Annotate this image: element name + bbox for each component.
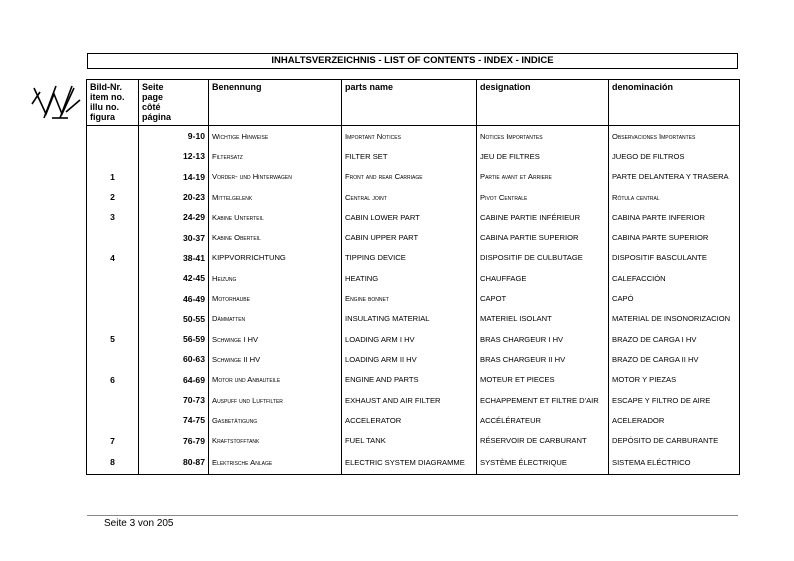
row-item-number xyxy=(87,268,139,288)
row-benennung: Vorder- und Hinterwagen xyxy=(209,167,342,187)
row-pages: 46-49 xyxy=(139,288,209,308)
table-row xyxy=(87,207,740,227)
table-row xyxy=(87,248,740,268)
row-parts-name: FUEL TANK xyxy=(342,430,477,450)
row-parts-name: INSULATING MATERIAL xyxy=(342,309,477,329)
row-benennung: Motorhaube xyxy=(209,288,342,308)
row-parts-name: HEATING xyxy=(342,268,477,288)
row-designation: CAPOT xyxy=(477,288,609,308)
row-parts-name: LOADING ARM I HV xyxy=(342,329,477,349)
row-parts-name: LOADING ARM II HV xyxy=(342,349,477,369)
table-row xyxy=(87,146,740,166)
row-pages: 9-10 xyxy=(139,126,209,147)
header-benennung: Benennung xyxy=(209,80,342,126)
row-designation: RÉSERVOIR DE CARBURANT xyxy=(477,430,609,450)
row-pages: 38-41 xyxy=(139,248,209,268)
row-parts-name: Important Notices xyxy=(342,126,477,147)
row-designation: BRAS CHARGEUR II HV xyxy=(477,349,609,369)
row-benennung: Schwinge II HV xyxy=(209,349,342,369)
row-denominacion: JUEGO DE FILTROS xyxy=(609,146,740,166)
table-header-row xyxy=(87,80,740,126)
footer-divider xyxy=(87,515,738,516)
row-designation: MATERIEL ISOLANT xyxy=(477,309,609,329)
row-designation: ACCÉLÉRATEUR xyxy=(477,410,609,430)
row-denominacion: CAPÓ xyxy=(609,288,740,308)
row-item-number xyxy=(87,126,139,147)
table-row xyxy=(87,390,740,410)
row-benennung: Gasbetätigung xyxy=(209,410,342,430)
row-designation: Pivot Centrale xyxy=(477,187,609,207)
row-denominacion: MATERIAL DE INSONORIZACION xyxy=(609,309,740,329)
table-row xyxy=(87,187,740,207)
row-benennung: Motor und Anbauteile xyxy=(209,370,342,390)
row-benennung: Kabine Oberteil xyxy=(209,227,342,247)
row-item-number xyxy=(87,309,139,329)
row-pages: 12-13 xyxy=(139,146,209,166)
row-item-number: 4 xyxy=(87,248,139,268)
table-row xyxy=(87,126,740,147)
table-row xyxy=(87,288,740,308)
row-item-number: 5 xyxy=(87,329,139,349)
row-pages: 56-59 xyxy=(139,329,209,349)
row-parts-name: EXHAUST AND AIR FILTER xyxy=(342,390,477,410)
row-item-number: 8 xyxy=(87,451,139,475)
table-row xyxy=(87,309,740,329)
row-designation: CHAUFFAGE xyxy=(477,268,609,288)
row-denominacion: BRAZO DE CARGA II HV xyxy=(609,349,740,369)
row-denominacion: DEPÓSITO DE CARBURANTE xyxy=(609,430,740,450)
row-denominacion: Rótula central xyxy=(609,187,740,207)
row-denominacion: CALEFACCIÓN xyxy=(609,268,740,288)
row-item-number xyxy=(87,410,139,430)
row-parts-name: ENGINE AND PARTS xyxy=(342,370,477,390)
row-denominacion: ACELERADOR xyxy=(609,410,740,430)
row-designation: DISPOSITIF DE CULBUTAGE xyxy=(477,248,609,268)
row-designation: BRAS CHARGEUR I HV xyxy=(477,329,609,349)
row-pages: 42-45 xyxy=(139,268,209,288)
table-row xyxy=(87,410,740,430)
row-item-number xyxy=(87,288,139,308)
table-row xyxy=(87,227,740,247)
table-body xyxy=(87,126,740,475)
row-parts-name: Central joint xyxy=(342,187,477,207)
row-designation: ECHAPPEMENT ET FILTRE D'AIR xyxy=(477,390,609,410)
row-denominacion: DISPOSITIF BASCULANTE xyxy=(609,248,740,268)
row-item-number xyxy=(87,390,139,410)
row-pages: 70-73 xyxy=(139,390,209,410)
row-pages: 74-75 xyxy=(139,410,209,430)
row-benennung: Heizung xyxy=(209,268,342,288)
row-denominacion: SISTEMA ELÉCTRICO xyxy=(609,451,740,475)
row-parts-name: CABIN LOWER PART xyxy=(342,207,477,227)
row-parts-name: ELECTRIC SYSTEM DIAGRAMME xyxy=(342,451,477,475)
row-parts-name: FILTER SET xyxy=(342,146,477,166)
company-logo-icon xyxy=(30,82,82,122)
table-row xyxy=(87,268,740,288)
table-row xyxy=(87,349,740,369)
row-item-number: 6 xyxy=(87,370,139,390)
header-seite: Seite page côté página xyxy=(139,80,209,126)
row-designation: MOTEUR ET PIECES xyxy=(477,370,609,390)
row-pages: 50-55 xyxy=(139,309,209,329)
row-benennung: Kraftstofftank xyxy=(209,430,342,450)
row-benennung: Kabine Unterteil xyxy=(209,207,342,227)
row-benennung: Dämmatten xyxy=(209,309,342,329)
row-item-number: 3 xyxy=(87,207,139,227)
row-item-number xyxy=(87,349,139,369)
header-designation: designation xyxy=(477,80,609,126)
row-pages: 64-69 xyxy=(139,370,209,390)
table-row xyxy=(87,451,740,475)
header-bild-nr: Bild-Nr. item no. illu no. figura xyxy=(87,80,139,126)
row-denominacion: CABINA PARTE INFERIOR xyxy=(609,207,740,227)
table-row xyxy=(87,430,740,450)
row-denominacion: MOTOR Y PIEZAS xyxy=(609,370,740,390)
row-denominacion: CABINA PARTE SUPERIOR xyxy=(609,227,740,247)
row-pages: 80-87 xyxy=(139,451,209,475)
row-designation: Notices Importantes xyxy=(477,126,609,147)
row-designation: JEU DE FILTRES xyxy=(477,146,609,166)
row-parts-name: CABIN UPPER PART xyxy=(342,227,477,247)
row-pages: 76-79 xyxy=(139,430,209,450)
row-benennung: Elektrische Anlage xyxy=(209,451,342,475)
row-pages: 20-23 xyxy=(139,187,209,207)
page-number: Seite 3 von 205 xyxy=(104,518,174,529)
row-denominacion: Observaciones Importantes xyxy=(609,126,740,147)
row-benennung: Auspuff und Luftfilter xyxy=(209,390,342,410)
row-designation: Partie avant et Arriere xyxy=(477,167,609,187)
row-parts-name: ACCELERATOR xyxy=(342,410,477,430)
row-parts-name: Engine bonnet xyxy=(342,288,477,308)
row-parts-name: TIPPING DEVICE xyxy=(342,248,477,268)
contents-table xyxy=(86,79,740,475)
row-denominacion: ESCAPE Y FILTRO DE AIRE xyxy=(609,390,740,410)
row-denominacion: BRAZO DE CARGA I HV xyxy=(609,329,740,349)
row-pages: 30-37 xyxy=(139,227,209,247)
row-benennung: Mittelgelenk xyxy=(209,187,342,207)
table-row xyxy=(87,370,740,390)
row-item-number: 2 xyxy=(87,187,139,207)
row-designation: CABINA PARTIE SUPERIOR xyxy=(477,227,609,247)
table-row xyxy=(87,329,740,349)
row-denominacion: PARTE DELANTERA Y TRASERA xyxy=(609,167,740,187)
row-benennung: Wichtige Hinweise xyxy=(209,126,342,147)
document-title: INHALTSVERZEICHNIS - LIST OF CONTENTS - INDEX - INDICE xyxy=(87,53,738,69)
row-pages: 24-29 xyxy=(139,207,209,227)
row-item-number: 1 xyxy=(87,167,139,187)
row-designation: SYSTÈME ÉLECTRIQUE xyxy=(477,451,609,475)
row-item-number xyxy=(87,227,139,247)
row-designation: CABINE PARTIE INFÉRIEUR xyxy=(477,207,609,227)
row-benennung: Filtersatz xyxy=(209,146,342,166)
row-item-number xyxy=(87,146,139,166)
row-pages: 14-19 xyxy=(139,167,209,187)
header-parts-name: parts name xyxy=(342,80,477,126)
row-benennung: Schwinge I HV xyxy=(209,329,342,349)
row-parts-name: Front and rear Carriage xyxy=(342,167,477,187)
table-row xyxy=(87,167,740,187)
row-item-number: 7 xyxy=(87,430,139,450)
row-pages: 60-63 xyxy=(139,349,209,369)
header-denominacion: denominación xyxy=(609,80,740,126)
row-benennung: KIPPVORRICHTUNG xyxy=(209,248,342,268)
